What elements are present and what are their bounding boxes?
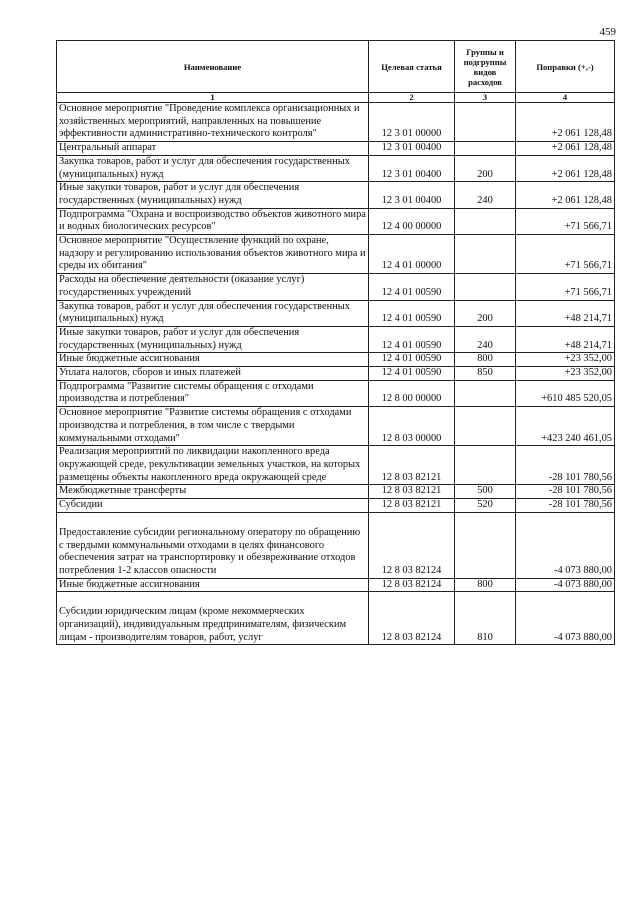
row-name: Основное мероприятие "Осуществление функций по охране, надзору и регулированию использования объектов животного мира и среды их обитания" bbox=[57, 235, 369, 274]
row-name: Основное мероприятие "Проведение комплекса организационных и хозяйственных мероприятий, направленных на повышение эффективности административно-технического контроля" bbox=[57, 103, 369, 142]
row-name-text: Субсидии юридическим лицам (кроме некоммерческих организаций), индивидуальным предпринимателям, физическим лицам - производителям товаров, работ, услуг bbox=[59, 606, 347, 643]
row-group: 240 bbox=[455, 326, 516, 352]
row-amount: +71 566,71 bbox=[516, 274, 615, 300]
row-name: Иные закупки товаров, работ и услуг для обеспечения государственных (муниципальных) нужд bbox=[57, 326, 369, 352]
row-group: 800 bbox=[455, 578, 516, 592]
row-group: 200 bbox=[455, 155, 516, 181]
page-number: 459 bbox=[599, 26, 616, 38]
row-code: 12 3 01 00400 bbox=[369, 142, 455, 156]
row-name: Межбюджетные трансферты bbox=[57, 485, 369, 499]
row-amount: +71 566,71 bbox=[516, 208, 615, 234]
row-code: 12 8 03 82121 bbox=[369, 446, 455, 485]
table-row bbox=[57, 353, 615, 367]
row-code: 12 4 00 00000 bbox=[369, 208, 455, 234]
row-name bbox=[57, 512, 369, 578]
row-amount: +2 061 128,48 bbox=[516, 182, 615, 208]
row-amount: -28 101 780,56 bbox=[516, 446, 615, 485]
row-name: Субсидии bbox=[57, 499, 369, 513]
column-number: 1 bbox=[57, 93, 369, 103]
table-row bbox=[57, 407, 615, 446]
row-group: 240 bbox=[455, 182, 516, 208]
table-row bbox=[57, 208, 615, 234]
table-row bbox=[57, 446, 615, 485]
row-name: Подпрограмма "Охрана и воспроизводство объектов животного мира и водных биологических ресурсов" bbox=[57, 208, 369, 234]
row-name: Реализация мероприятий по ликвидации накопленного вреда окружающей среде, рекультивации земельных участков, на которых размещены объекты накопленного вреда окружающей среде bbox=[57, 446, 369, 485]
table-row bbox=[57, 142, 615, 156]
row-group bbox=[455, 274, 516, 300]
row-code: 12 4 01 00590 bbox=[369, 300, 455, 326]
row-amount: +2 061 128,48 bbox=[516, 155, 615, 181]
row-group: 200 bbox=[455, 300, 516, 326]
row-code: 12 4 01 00590 bbox=[369, 353, 455, 367]
row-group bbox=[455, 142, 516, 156]
row-name: Уплата налогов, сборов и иных платежей bbox=[57, 367, 369, 381]
row-code: 12 8 03 82124 bbox=[369, 592, 455, 645]
row-group bbox=[455, 380, 516, 406]
row-code: 12 4 01 00000 bbox=[369, 235, 455, 274]
row-name: Иные закупки товаров, работ и услуг для обеспечения государственных (муниципальных) нужд bbox=[57, 182, 369, 208]
header-amendments: Поправки (+,-) bbox=[516, 41, 615, 93]
table-row bbox=[57, 512, 615, 578]
row-code: 12 4 01 00590 bbox=[369, 274, 455, 300]
table-header-row bbox=[57, 41, 615, 93]
column-number: 3 bbox=[455, 93, 516, 103]
table-row bbox=[57, 326, 615, 352]
row-amount: +48 214,71 bbox=[516, 326, 615, 352]
row-amount: -28 101 780,56 bbox=[516, 499, 615, 513]
row-code: 12 8 03 82121 bbox=[369, 499, 455, 513]
row-name-text: Предоставление субсидии региональному оператору по обращению с твердыми коммунальными отходами в целях финансового обеспечения затрат на транспортировку и обезвреживание отходов потребления 1-2 классов опасности bbox=[59, 526, 361, 576]
row-group: 800 bbox=[455, 353, 516, 367]
column-number-row bbox=[57, 93, 615, 103]
row-code: 12 8 03 82124 bbox=[369, 512, 455, 578]
table-row bbox=[57, 380, 615, 406]
column-number: 2 bbox=[369, 93, 455, 103]
row-group bbox=[455, 446, 516, 485]
header-expense-groups: Группы и подгруппы видов расходов bbox=[455, 41, 516, 93]
table-row bbox=[57, 103, 615, 142]
row-name: Основное мероприятие "Развитие системы обращения с отходами производства и потребления, в том числе с твердыми коммунальными отходами" bbox=[57, 407, 369, 446]
row-code: 12 3 01 00400 bbox=[369, 182, 455, 208]
table-row bbox=[57, 155, 615, 181]
row-group: 810 bbox=[455, 592, 516, 645]
row-code: 12 4 01 00590 bbox=[369, 367, 455, 381]
row-group bbox=[455, 407, 516, 446]
table-row bbox=[57, 578, 615, 592]
row-name: Иные бюджетные ассигнования bbox=[57, 578, 369, 592]
row-group: 850 bbox=[455, 367, 516, 381]
row-code: 12 8 03 00000 bbox=[369, 407, 455, 446]
column-number: 4 bbox=[516, 93, 615, 103]
row-code: 12 4 01 00590 bbox=[369, 326, 455, 352]
row-code: 12 3 01 00400 bbox=[369, 155, 455, 181]
row-name: Расходы на обеспечение деятельности (оказание услуг) государственных учреждений bbox=[57, 274, 369, 300]
table-row bbox=[57, 485, 615, 499]
row-group bbox=[455, 208, 516, 234]
row-amount: -4 073 880,00 bbox=[516, 592, 615, 645]
row-name: Закупка товаров, работ и услуг для обеспечения государственных (муниципальных) нужд bbox=[57, 300, 369, 326]
row-group: 520 bbox=[455, 499, 516, 513]
row-code: 12 8 03 82124 bbox=[369, 578, 455, 592]
table-row bbox=[57, 182, 615, 208]
header-target-article: Целевая статья bbox=[369, 41, 455, 93]
row-code: 12 3 01 00000 bbox=[369, 103, 455, 142]
row-group bbox=[455, 235, 516, 274]
row-amount: +23 352,00 bbox=[516, 367, 615, 381]
header-name: Наименование bbox=[57, 41, 369, 93]
table-row bbox=[57, 235, 615, 274]
row-amount: +2 061 128,48 bbox=[516, 142, 615, 156]
table-row bbox=[57, 592, 615, 645]
row-group: 500 bbox=[455, 485, 516, 499]
row-name: Закупка товаров, работ и услуг для обеспечения государственных (муниципальных) нужд bbox=[57, 155, 369, 181]
row-amount: +2 061 128,48 bbox=[516, 103, 615, 142]
row-amount: +610 485 520,05 bbox=[516, 380, 615, 406]
row-code: 12 8 00 00000 bbox=[369, 380, 455, 406]
row-code: 12 8 03 82121 bbox=[369, 485, 455, 499]
row-amount: -4 073 880,00 bbox=[516, 578, 615, 592]
table-row bbox=[57, 300, 615, 326]
row-name: Центральный аппарат bbox=[57, 142, 369, 156]
row-amount: +23 352,00 bbox=[516, 353, 615, 367]
row-name: Иные бюджетные ассигнования bbox=[57, 353, 369, 367]
row-amount: +423 240 461,05 bbox=[516, 407, 615, 446]
row-group bbox=[455, 512, 516, 578]
row-amount: +48 214,71 bbox=[516, 300, 615, 326]
row-amount: -4 073 880,00 bbox=[516, 512, 615, 578]
budget-table bbox=[56, 40, 615, 645]
table-row bbox=[57, 274, 615, 300]
row-name bbox=[57, 592, 369, 645]
row-amount: +71 566,71 bbox=[516, 235, 615, 274]
row-name: Подпрограмма "Развитие системы обращения с отходами производства и потребления" bbox=[57, 380, 369, 406]
table-row bbox=[57, 367, 615, 381]
row-group bbox=[455, 103, 516, 142]
row-amount: -28 101 780,56 bbox=[516, 485, 615, 499]
table-row bbox=[57, 499, 615, 513]
